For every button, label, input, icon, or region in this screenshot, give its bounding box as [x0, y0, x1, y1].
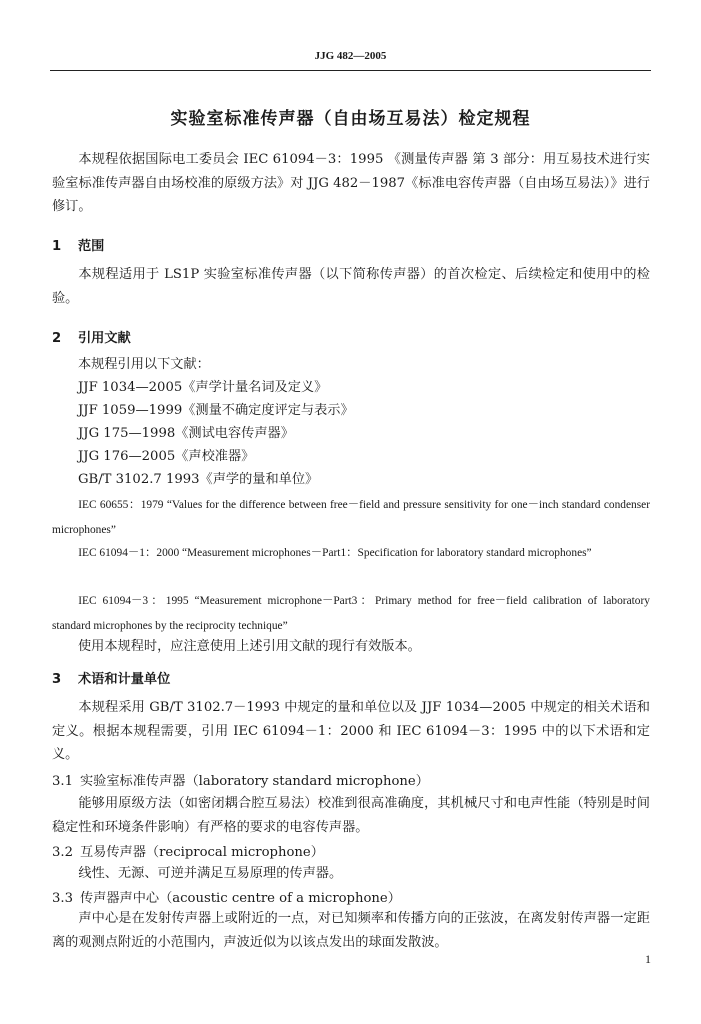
section-number: 2 [52, 331, 62, 346]
reference-item: JJG 175—1998《测试电容传声器》 [78, 426, 294, 441]
term-title: 互易传声器（reciprocal microphone） [80, 845, 324, 860]
term-title: 实验室标准传声器（laboratory standard microphone） [80, 774, 429, 789]
section-3-heading [52, 668, 170, 687]
references-intro: 本规程引用以下文献： [78, 357, 210, 372]
term-3-3-title [52, 887, 401, 906]
section-number: 3 [52, 672, 62, 687]
section-number: 1 [52, 239, 62, 254]
reference-iec-61094-3: IEC 61094－3：1995 “Measurement microphone－Part3：Primary method for free－field calibration of laboratory standard microphones by the reciprocity technique” [52, 595, 650, 632]
term-number: 3.1 [52, 774, 73, 789]
term-number: 3.3 [52, 891, 73, 906]
term-3-2-title [52, 841, 324, 860]
term-title: 传声器声中心（acoustic centre of a microphone） [80, 891, 401, 906]
reference-item: JJF 1034—2005《声学计量名词及定义》 [78, 380, 328, 395]
references-note: 使用本规程时，应注意使用上述引用文献的现行有效版本。 [78, 639, 421, 654]
reference-item: GB/T 3102.7 1993《声学的量和单位》 [78, 472, 319, 487]
section-1-text: 本规程适用于 LS1P 实验室标准传声器（以下简称传声器）的首次检定、后续检定和使用中的检验。 [52, 267, 650, 306]
section-1-heading [52, 235, 104, 254]
section-2-heading [52, 327, 131, 346]
section-title: 引用文献 [78, 331, 131, 346]
reference-iec-60655: IEC 60655：1979 “Values for the difference between free－field and pressure sensitivity for one－inch standard condenser microphones” [52, 499, 650, 536]
term-3-1-definition: 能够用原级方法（如密闭耦合腔互易法）校准到很高准确度，其机械尺寸和电声性能（特别是时间稳定性和环境条件影响）有严格的要求的电容传声器。 [52, 796, 650, 835]
section-title: 范围 [78, 239, 105, 254]
reference-iec-61094-1: IEC 61094－1：2000 “Measurement microphones－Part1：Specification for laboratory standard microphones” [78, 547, 592, 559]
term-3-2-definition: 线性、无源、可逆并满足互易原理的传声器。 [78, 866, 343, 881]
term-3-3-definition: 声中心是在发射传声器上或附近的一点，对已知频率和传播方向的正弦波，在离发射传声器一定距离的观测点附近的小范围内，声波近似为以该点发出的球面发散波。 [52, 911, 650, 950]
page-number: 1 [645, 952, 651, 966]
intro-paragraph: 本规程依据国际电工委员会 IEC 61094－3：1995 《测量传声器 第 3 部分：用互易技术进行实验室标准传声器自由场校准的原级方法》对 JJG 482－1987《标准电容传声器（自由场互易法）》进行修订。 [52, 152, 650, 214]
running-header: JJG 482—2005 [314, 50, 387, 62]
term-number: 3.2 [52, 845, 73, 860]
term-3-1-title [52, 770, 429, 789]
reference-item: JJF 1059—1999《测量不确定度评定与表示》 [78, 403, 354, 418]
section-3-text: 本规程采用 GB/T 3102.7－1993 中规定的量和单位以及 JJF 1034—2005 中规定的相关术语和定义。根据本规程需要，引用 IEC 61094－1：2000 和 IEC 61094－3：1995 中的以下术语和定义。 [52, 700, 650, 762]
header-divider [50, 70, 651, 71]
reference-item: JJG 176—2005《声校准器》 [78, 449, 255, 464]
page-title: 实验室标准传声器（自由场互易法）检定规程 [170, 109, 531, 129]
section-title: 术语和计量单位 [78, 672, 171, 687]
